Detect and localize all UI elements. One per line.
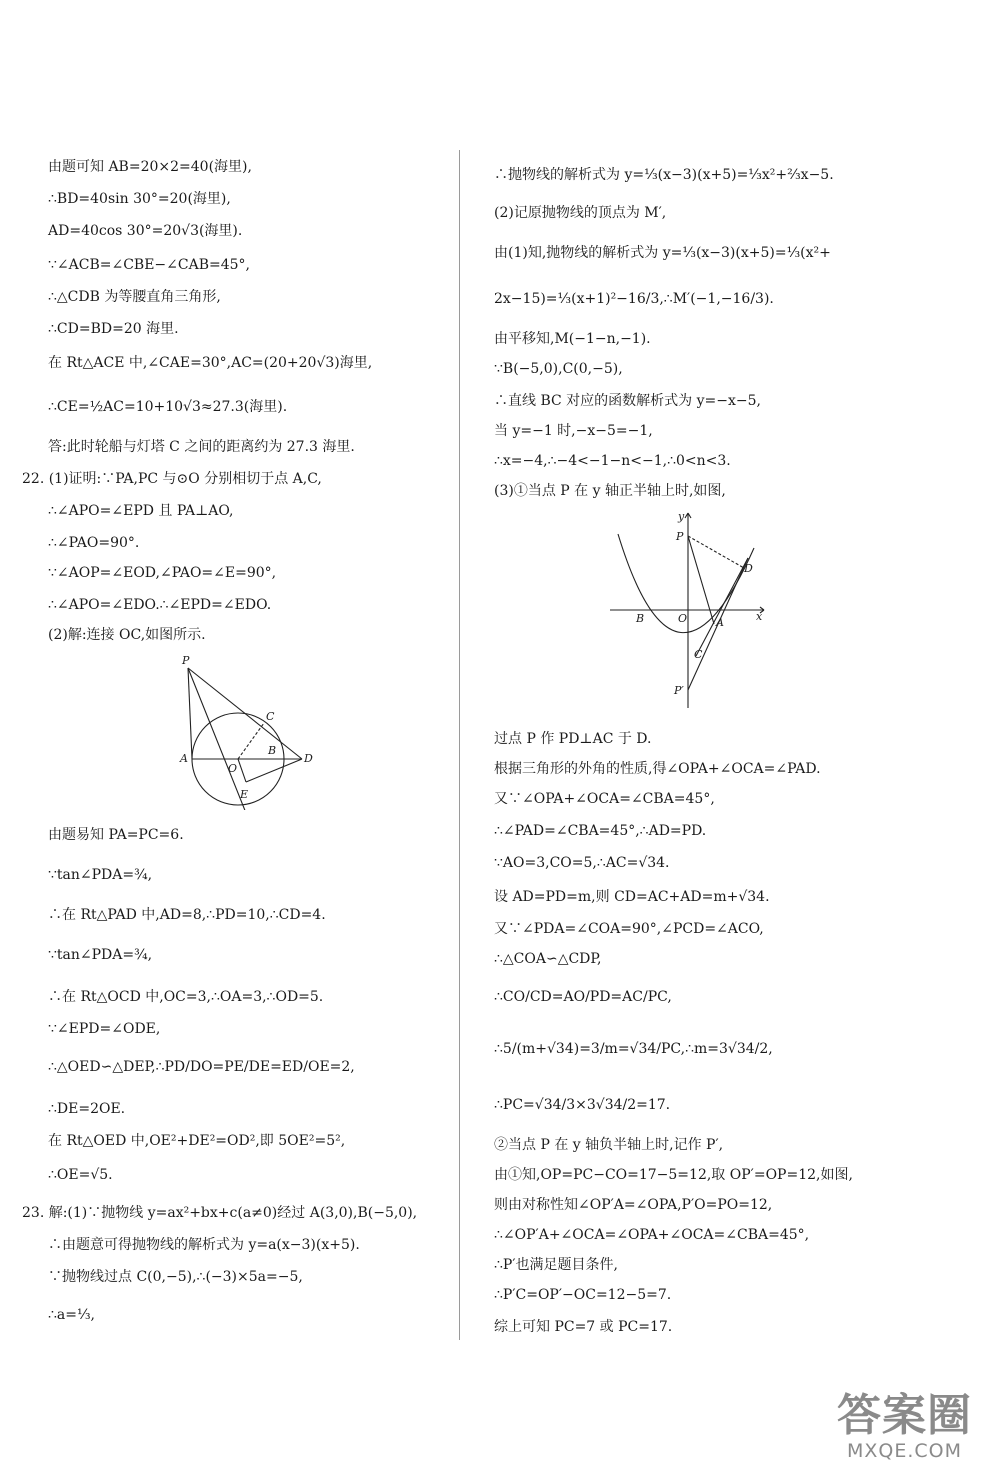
text-line: ∴△COA∽△CDP,	[494, 951, 602, 967]
label-p-prime: P′	[674, 684, 684, 697]
text-line: 由题易知 PA=PC=6.	[48, 827, 184, 843]
text-line: 2x−15)=⅓(x+1)²−16/3,∴M′(−1,−16/3).	[494, 291, 774, 307]
text-line: ∴BD=40sin 30°=20(海里),	[48, 191, 231, 207]
text-line: ∴抛物线的解析式为 y=⅓(x−3)(x+5)=⅓x²+⅔x−5.	[494, 167, 834, 183]
segment-ed	[246, 759, 302, 782]
text-line: ∴∠APO=∠EPD 且 PA⊥AO,	[48, 503, 234, 519]
text-line: ∵tan∠PDA=¾,	[48, 947, 153, 963]
text-line: 在 Rt△ACE 中,∠CAE=30°,AC=(20+20√3)海里,	[48, 355, 373, 371]
text-line: 23. 解:(1)∵抛物线 y=ax²+bx+c(a≠0)经过 A(3,0),B(−5,0),	[22, 1205, 418, 1221]
label-e: E	[240, 788, 249, 801]
text-line: ∴a=⅓,	[48, 1307, 96, 1323]
text-line: ∴P′C=OP′−OC=12−5=7.	[494, 1287, 672, 1303]
text-line: ∴x=−4,∴−4<−1−n<−1,∴0<n<3.	[494, 453, 731, 469]
text-line: ∵∠AOP=∠EOD,∠PAO=∠E=90°,	[48, 565, 277, 581]
text-line: ∴OE=√5.	[48, 1167, 113, 1183]
site-watermark	[837, 1392, 972, 1462]
text-line: ∵∠ACB=∠CBE−∠CAB=45°,	[48, 257, 250, 273]
label-o: O	[678, 612, 688, 625]
text-line: ∵B(−5,0),C(0,−5),	[494, 361, 623, 377]
text-line: ∴△CDB 为等腰直角三角形,	[48, 289, 221, 305]
text-line: 答:此时轮船与灯塔 C 之间的距离约为 27.3 海里.	[48, 439, 355, 455]
text-line: 当 y=−1 时,−x−5=−1,	[494, 423, 653, 439]
text-line: ∵∠EPD=∠ODE,	[48, 1021, 161, 1037]
text-line: ∴CE=½AC=10+10√3≈27.3(海里).	[48, 399, 288, 415]
label-c: C	[266, 710, 275, 723]
column-divider	[459, 150, 460, 1340]
text-line: ∴△OED∽△DEP,∴PD/DO=PE/DE=ED/OE=2,	[48, 1059, 355, 1075]
text-line: (2)记原抛物线的顶点为 M′,	[494, 205, 667, 221]
text-line: ∴由题意可得抛物线的解析式为 y=a(x−3)(x+5).	[48, 1237, 360, 1253]
text-line: 在 Rt△OED 中,OE²+DE²=OD²,即 5OE²=5²,	[48, 1133, 346, 1149]
text-line: ∴5/(m+√34)=3/m=√34/PC,∴m=3√34/2,	[494, 1041, 773, 1057]
text-line: (2)解:连接 OC,如图所示.	[48, 627, 206, 643]
text-line: ∴∠OP′A+∠OCA=∠OPA+∠OCA=∠CBA=45°,	[494, 1227, 810, 1243]
watermark-logo-text: 答案圈	[837, 1390, 972, 1441]
label-d: D	[744, 562, 753, 575]
text-line: ∴在 Rt△PAD 中,AD=8,∴PD=10,∴CD=4.	[48, 907, 326, 923]
text-line: ∵tan∠PDA=¾,	[48, 867, 153, 883]
label-y: y	[678, 510, 685, 523]
text-line: 由①知,OP=PC−CO=17−5=12,取 OP′=OP=12,如图,	[494, 1167, 853, 1183]
text-line: ∴DE=2OE.	[48, 1101, 126, 1117]
tangent-circle-figure	[170, 650, 320, 810]
text-line: AD=40cos 30°=20√3(海里).	[48, 223, 243, 239]
text-line: ∴CD=BD=20 海里.	[48, 321, 179, 337]
text-line: 设 AD=PD=m,则 CD=AC+AD=m+√34.	[494, 889, 770, 905]
label-p: P	[676, 530, 684, 543]
text-line: ∴在 Rt△OCD 中,OC=3,∴OA=3,∴OD=5.	[48, 989, 324, 1005]
text-line: 由(1)知,抛物线的解析式为 y=⅓(x−3)(x+5)=⅓(x²+	[494, 245, 831, 261]
text-line: 由平移知,M(−1−n,−1).	[494, 331, 651, 347]
text-line: ∴CO/CD=AO/PD=AC/PC,	[494, 989, 672, 1005]
text-line: 过点 P 作 PD⊥AC 于 D.	[494, 731, 652, 747]
text-line: ∴PC=√34/3×3√34/2=17.	[494, 1097, 671, 1113]
text-line: ∴∠APO=∠EDO.∴∠EPD=∠EDO.	[48, 597, 272, 613]
segment-oc	[238, 723, 264, 759]
text-line: (3)①当点 P 在 y 轴正半轴上时,如图,	[494, 483, 726, 499]
text-line: 综上可知 PC=7 或 PC=17.	[494, 1319, 673, 1335]
text-line: 根据三角形的外角的性质,得∠OPA+∠OCA=∠PAD.	[494, 761, 821, 777]
label-c: C	[694, 648, 703, 661]
text-line: 由题可知 AB=20×2=40(海里),	[48, 159, 252, 175]
text-line: ∴∠PAO=90°.	[48, 535, 140, 551]
text-line: 又∵∠OPA+∠OCA=∠CBA=45°,	[494, 791, 715, 807]
label-d: D	[304, 752, 313, 765]
label-b: B	[636, 612, 645, 625]
label-o: O	[228, 762, 238, 775]
text-line: 又∵∠PDA=∠COA=90°,∠PCD=∠ACO,	[494, 921, 764, 937]
line-ca	[696, 558, 748, 656]
watermark-url: MXQE.COM	[846, 1440, 963, 1462]
text-line: ∵抛物线过点 C(0,−5),∴(−3)×5a=−5,	[48, 1269, 303, 1285]
segment-pd	[188, 668, 302, 759]
label-a: A	[716, 616, 724, 629]
label-b: B	[268, 744, 277, 757]
text-line: ∴P′也满足题目条件,	[494, 1257, 618, 1273]
segment-oe	[238, 759, 246, 782]
label-x: x	[756, 610, 763, 623]
text-line: ∴直线 BC 对应的函数解析式为 y=−x−5,	[494, 393, 761, 409]
text-line: 则由对称性知∠OP′A=∠OPA,P′O=PO=12,	[494, 1197, 773, 1213]
segment-pa	[188, 668, 192, 759]
parabola-figure	[608, 508, 773, 713]
label-p: P	[182, 654, 190, 667]
label-a: A	[180, 752, 188, 765]
text-line: ∴∠PAD=∠CBA=45°,∴AD=PD.	[494, 823, 707, 839]
text-line: ∵AO=3,CO=5,∴AC=√34.	[494, 855, 670, 871]
text-line: ②当点 P 在 y 轴负半轴上时,记作 P′,	[494, 1137, 724, 1153]
text-line: 22. (1)证明:∵PA,PC 与⊙O 分别相切于点 A,C,	[22, 471, 322, 487]
